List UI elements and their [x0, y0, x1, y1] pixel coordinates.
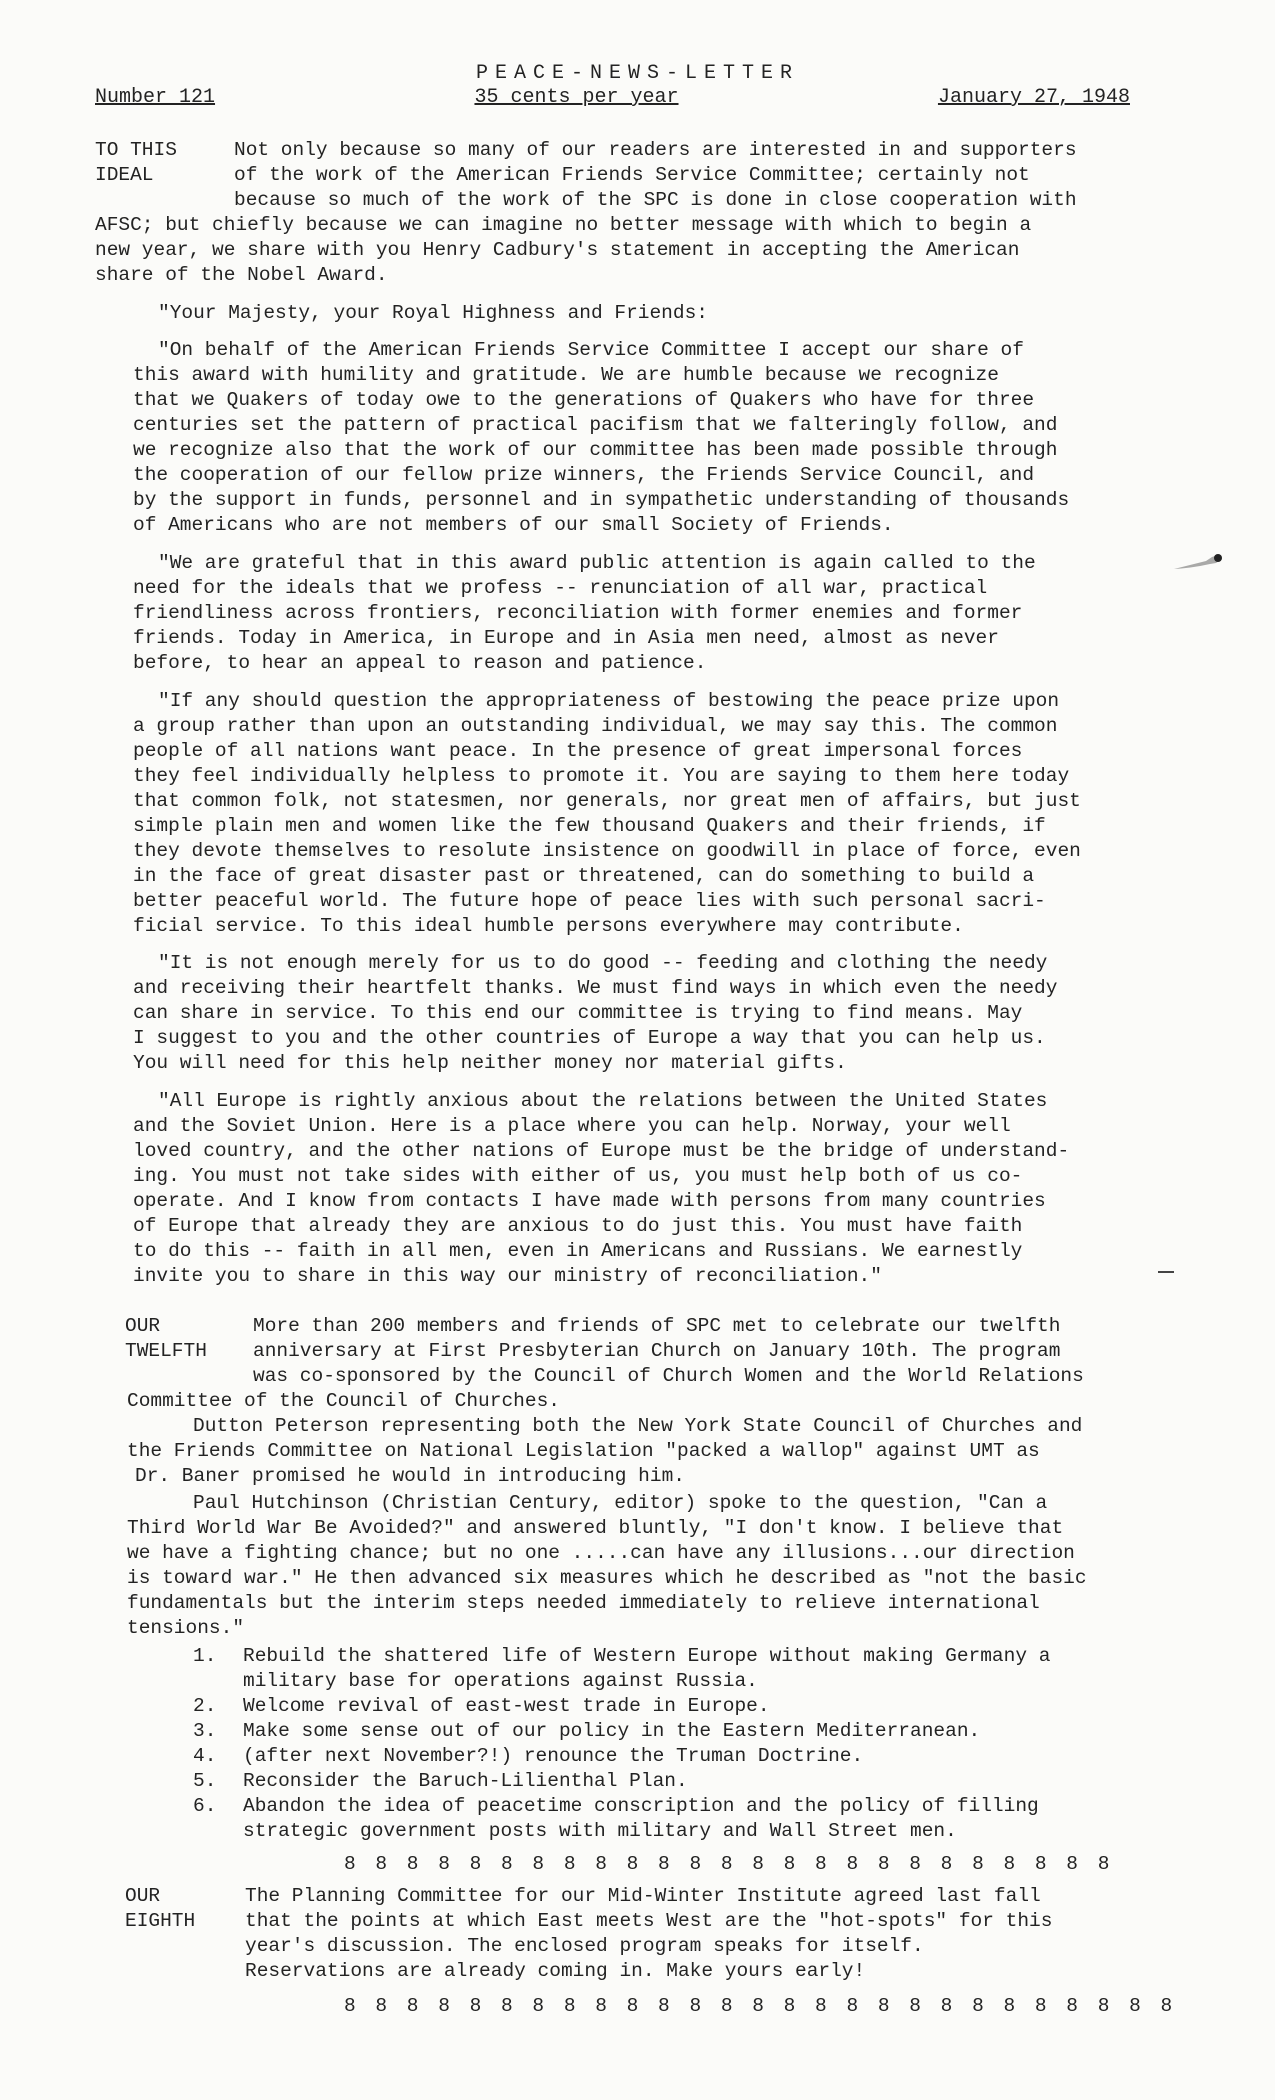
- list-item: Reconsider the Baruch-Lilienthal Plan.: [243, 1770, 688, 1792]
- issue-number: Number 121: [95, 86, 216, 109]
- text-line: the Friends Committee on National Legislation "packed a wallop" against UMT as: [127, 1440, 1040, 1462]
- text-line: "It is not enough merely for us to do good -- feeding and clothing the needy: [158, 952, 1048, 974]
- text-line: invite you to share in this way our ministry of reconciliation.": [133, 1265, 882, 1287]
- text-line: a group rather than upon an outstanding individual, we may say this. The common: [133, 715, 1058, 737]
- text-line: before, to hear an appeal to reason and patience.: [133, 652, 707, 674]
- masthead-title: PEACE-NEWS-LETTER: [475, 62, 800, 85]
- text-line: in the face of great disaster past or threatened, can do something to build a: [133, 865, 1035, 887]
- text-line: people of all nations want peace. In the presence of great impersonal forces: [133, 740, 1023, 762]
- text-line: AFSC; but chiefly because we can imagine no better message with which to begin a: [95, 214, 1032, 236]
- list-number: 3.: [193, 1720, 217, 1742]
- text-line: that we Quakers of today owe to the generations of Quakers who have for three: [133, 389, 1035, 411]
- margin-dash: [1158, 1271, 1174, 1273]
- list-number: 2.: [193, 1695, 217, 1717]
- text-line: Paul Hutchinson (Christian Century, editor) spoke to the question, "Can a: [193, 1492, 1048, 1514]
- text-line: share of the Nobel Award.: [95, 264, 388, 286]
- list-item: Make some sense out of our policy in the Eastern Mediterranean.: [243, 1720, 981, 1742]
- list-item: strategic government posts with military and Wall Street men.: [243, 1820, 957, 1842]
- text-line: we recognize also that the work of our committee has been made possible through: [133, 439, 1058, 461]
- text-line: loved country, and the other nations of Europe must be the bridge of understand-: [133, 1140, 1070, 1162]
- text-line: year's discussion. The enclosed program speaks for itself.: [245, 1935, 924, 1957]
- text-line: friends. Today in America, in Europe and in Asia men need, almost as never: [133, 627, 999, 649]
- list-number: 6.: [193, 1795, 217, 1817]
- side-label: EIGHTH: [125, 1910, 196, 1932]
- side-label: TWELFTH: [125, 1340, 207, 1362]
- text-line: they devote themselves to resolute insistence on goodwill in place of force, even: [133, 840, 1081, 862]
- text-line: You will need for this help neither money nor material gifts.: [133, 1052, 847, 1074]
- text-line: new year, we share with you Henry Cadbury's statement in accepting the American: [95, 239, 1020, 261]
- text-line: Dutton Peterson representing both the New York State Council of Churches and: [193, 1415, 1083, 1437]
- side-label: TO THIS: [95, 139, 177, 161]
- text-line: "On behalf of the American Friends Service Committee I accept our share of: [158, 339, 1024, 361]
- text-line: fundamentals but the interim steps needed immediately to relieve international: [127, 1592, 1040, 1614]
- text-line: this award with humility and gratitude. We are humble because we recognize: [133, 364, 999, 386]
- list-number: 1.: [193, 1645, 217, 1667]
- list-number: 4.: [193, 1745, 217, 1767]
- text-line: by the support in funds, personnel and in sympathetic understanding of thousands: [133, 489, 1070, 511]
- text-line: Third World War Be Avoided?" and answered bluntly, "I don't know. I believe that: [127, 1517, 1064, 1539]
- text-line: better peaceful world. The future hope of peace lies with such personal sacri-: [133, 890, 1046, 912]
- section-separator: 8 8 8 8 8 8 8 8 8 8 8 8 8 8 8 8 8 8 8 8 8 8 8 8 8 8 8: [344, 1995, 1177, 2017]
- list-item: Abandon the idea of peacetime conscription and the policy of filling: [243, 1795, 1039, 1817]
- text-line: of the work of the American Friends Service Committee; certainly not: [234, 164, 1030, 186]
- text-line: that common folk, not statesmen, nor generals, nor great men of affairs, but just: [133, 790, 1081, 812]
- text-line: Not only because so many of our readers are interested in and supporters: [234, 139, 1077, 161]
- side-label: IDEAL: [95, 164, 154, 186]
- text-line: friendliness across frontiers, reconciliation with former enemies and former: [133, 602, 1023, 624]
- ink-blot-mark: [1172, 551, 1224, 573]
- text-line: and the Soviet Union. Here is a place where you can help. Norway, your well: [133, 1115, 1011, 1137]
- subscription-price: 35 cents per year: [474, 86, 679, 109]
- text-line: the cooperation of our fellow prize winners, the Friends Service Council, and: [133, 464, 1035, 486]
- text-line: they feel individually helpless to promote it. You are saying to them here today: [133, 765, 1070, 787]
- text-line: operate. And I know from contacts I have made with persons from many countries: [133, 1190, 1046, 1212]
- text-line: Committee of the Council of Churches.: [127, 1390, 560, 1412]
- text-line: "If any should question the appropriateness of bestowing the peace prize upon: [158, 690, 1060, 712]
- side-label: OUR: [125, 1885, 161, 1907]
- text-line: centuries set the pattern of practical pacifism that we falteringly follow, and: [133, 414, 1058, 436]
- list-item: (after next November?!) renounce the Truman Doctrine.: [243, 1745, 864, 1767]
- issue-date: January 27, 1948: [937, 86, 1130, 109]
- text-line: was co-sponsored by the Council of Church Women and the World Relations: [253, 1365, 1084, 1387]
- text-line: and receiving their heartfelt thanks. We must find ways in which even the needy: [133, 977, 1058, 999]
- text-line: ficial service. To this ideal humble persons everywhere may contribute.: [133, 915, 964, 937]
- text-line: simple plain men and women like the few thousand Quakers and their friends, if: [133, 815, 1046, 837]
- text-line: More than 200 members and friends of SPC met to celebrate our twelfth: [253, 1315, 1061, 1337]
- text-line: ing. You must not take sides with either of us, you must help both of us co-: [133, 1165, 1023, 1187]
- text-line: because so much of the work of the SPC is done in close cooperation with: [234, 189, 1077, 211]
- text-line: to do this -- faith in all men, even in Americans and Russians. We earnestly: [133, 1240, 1023, 1262]
- text-line: that the points at which East meets West are the "hot-spots" for this: [245, 1910, 1053, 1932]
- salutation: "Your Majesty, your Royal Highness and Friends:: [158, 302, 708, 324]
- text-line: "We are grateful that in this award public attention is again called to the: [158, 552, 1036, 574]
- text-line: The Planning Committee for our Mid-Winter Institute agreed last fall: [245, 1885, 1041, 1907]
- text-line: "All Europe is rightly anxious about the relations between the United States: [158, 1090, 1048, 1112]
- side-label: OUR: [125, 1315, 161, 1337]
- text-line: tensions.": [127, 1617, 245, 1639]
- text-line: I suggest to you and the other countries of Europe a way that you can help us.: [133, 1027, 1046, 1049]
- text-line: can share in service. To this end our committee is trying to find means. May: [133, 1002, 1023, 1024]
- text-line: Reservations are already coming in. Make yours early!: [245, 1960, 866, 1982]
- text-line: is toward war." He then advanced six measures which he described as "not the basic: [127, 1567, 1087, 1589]
- list-item: military base for operations against Russia.: [243, 1670, 758, 1692]
- masthead-info: [95, 86, 1130, 109]
- section-separator: 8 8 8 8 8 8 8 8 8 8 8 8 8 8 8 8 8 8 8 8 8 8 8 8 8: [344, 1853, 1114, 1875]
- list-item: Rebuild the shattered life of Western Europe without making Germany a: [243, 1645, 1051, 1667]
- list-item: Welcome revival of east-west trade in Europe.: [243, 1695, 770, 1717]
- text-line: of Europe that already they are anxious to do just this. You must have faith: [133, 1215, 1023, 1237]
- text-line: need for the ideals that we profess -- renunciation of all war, practical: [133, 577, 988, 599]
- text-line: of Americans who are not members of our small Society of Friends.: [133, 514, 894, 536]
- text-line: anniversary at First Presbyterian Church on January 10th. The program: [253, 1340, 1061, 1362]
- text-line: Dr. Baner promised he would in introducing him.: [135, 1465, 685, 1487]
- text-line: we have a fighting chance; but no one .....can have any illusions...our direction: [127, 1542, 1075, 1564]
- list-number: 5.: [193, 1770, 217, 1792]
